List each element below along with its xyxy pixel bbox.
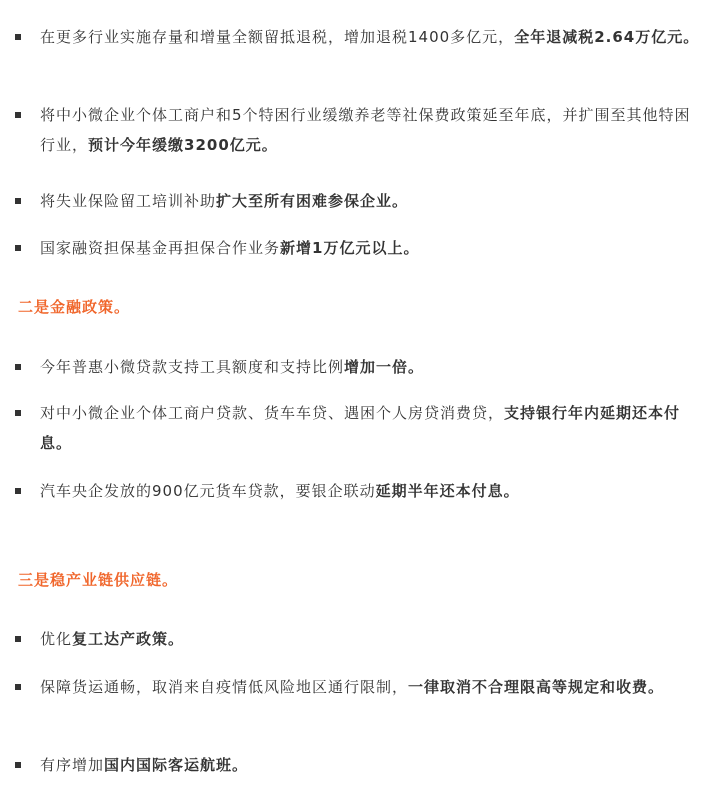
item-bold-text: 复工达产政策。 — [72, 630, 185, 648]
item-normal-text: 将中小微企业个体工商户和5个特困行业缓缴养老等社保费政策延至年底，并扩围至其他特困行业， — [40, 106, 691, 154]
item-bold-text: 预计今年缓缴3200亿元。 — [88, 136, 278, 154]
bullet-icon — [15, 488, 21, 494]
item-normal-text: 在更多行业实施存量和增量全额留抵退税，增加退税1400多亿元， — [40, 28, 515, 46]
item-bold-text: 支持银行年内延期还本付息。 — [40, 404, 681, 452]
bullet-icon — [15, 636, 21, 642]
list-item-text — [40, 100, 700, 160]
list-item-text — [40, 398, 700, 458]
section-heading-supply-chain: 三是稳产业链供应链。 — [18, 571, 179, 589]
item-bold-text: 一律取消不合理限高等规定和收费。 — [408, 678, 665, 696]
bullet-icon — [15, 410, 21, 416]
list-item-text — [40, 750, 700, 780]
bullet-icon — [15, 112, 21, 118]
bullet-icon — [15, 245, 21, 251]
list-item-text — [40, 186, 700, 216]
section-heading-finance: 二是金融政策。 — [18, 298, 131, 316]
bullet-icon — [15, 34, 21, 40]
list-item-text — [40, 233, 700, 263]
item-bold-text: 新增1万亿元以上。 — [280, 239, 420, 257]
list-item-text — [40, 476, 700, 506]
item-normal-text: 汽车央企发放的900亿元货车贷款，要银企联动 — [40, 482, 376, 500]
bullet-icon — [15, 364, 21, 370]
item-normal-text: 保障货运通畅，取消来自疫情低风险地区通行限制， — [40, 678, 409, 696]
bullet-icon — [15, 684, 21, 690]
bullet-icon — [15, 762, 21, 768]
item-normal-text: 有序增加 — [40, 756, 105, 774]
item-normal-text: 今年普惠小微贷款支持工具额度和支持比例 — [40, 358, 345, 376]
item-normal-text: 国家融资担保基金再担保合作业务 — [40, 239, 281, 257]
item-bold-text: 扩大至所有困难参保企业。 — [216, 192, 409, 210]
list-item-text — [40, 352, 700, 382]
bullet-icon — [15, 198, 21, 204]
item-normal-text: 优化 — [40, 630, 73, 648]
item-bold-text: 增加一倍。 — [344, 358, 425, 376]
list-item-text — [40, 22, 700, 52]
item-bold-text: 国内国际客运航班。 — [104, 756, 249, 774]
list-item-text — [40, 624, 700, 654]
item-bold-text: 全年退减税2.64万亿元。 — [514, 28, 700, 46]
item-normal-text: 对中小微企业个体工商户贷款、货车车贷、遇困个人房贷消费贷， — [40, 404, 505, 422]
list-item-text — [40, 672, 700, 702]
item-bold-text: 延期半年还本付息。 — [375, 482, 520, 500]
item-normal-text: 将失业保险留工培训补助 — [40, 192, 217, 210]
